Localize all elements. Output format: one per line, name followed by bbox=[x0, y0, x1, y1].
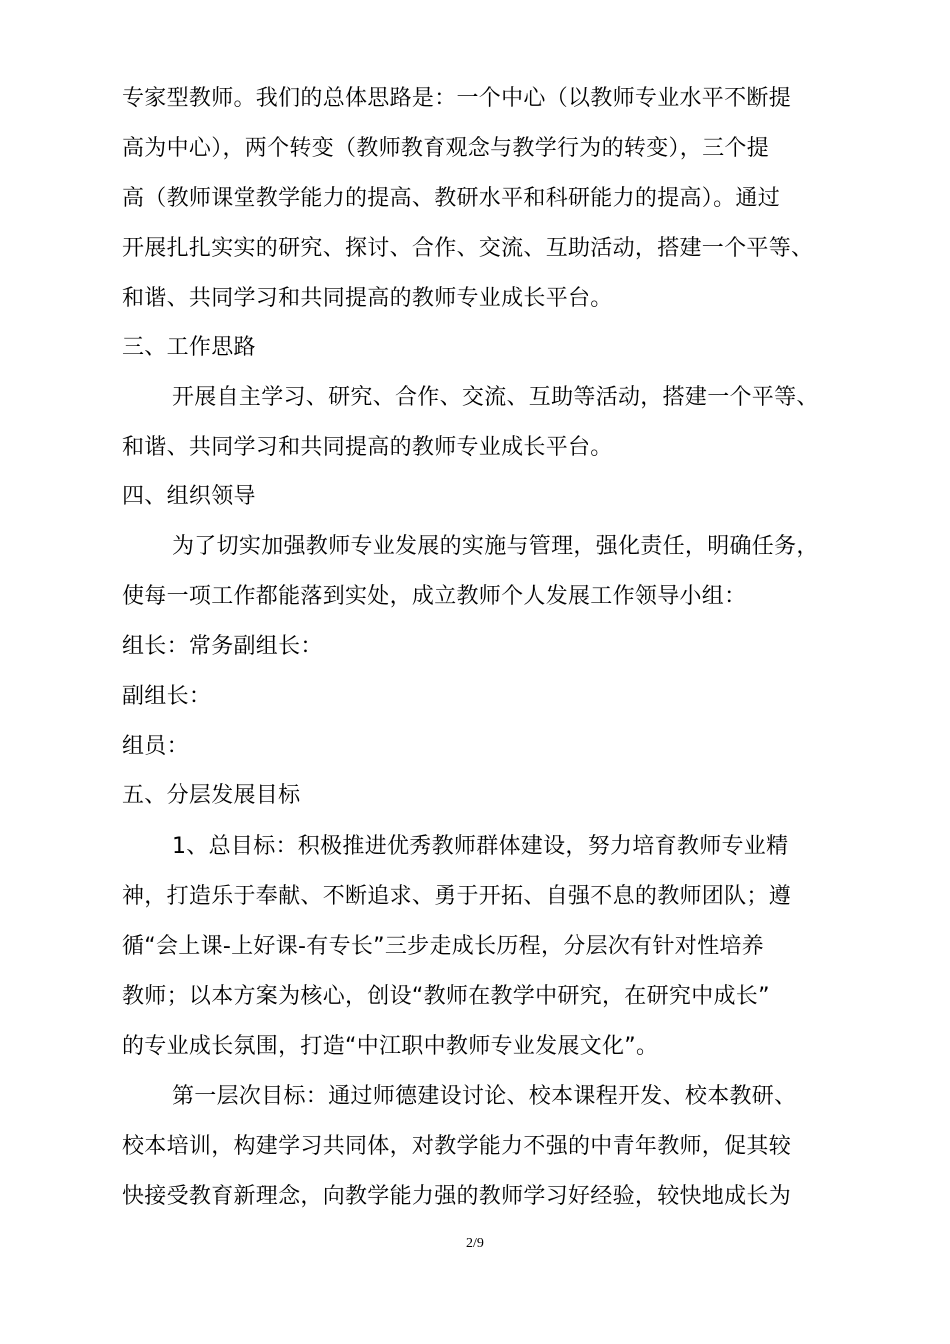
body-text-line: 开展扎扎实实的研究、探讨、合作、交流、互助活动，搭建一个平等、 bbox=[122, 236, 814, 261]
body-text-line: 1、总目标：积极推进优秀教师群体建设，努力培育教师专业精 bbox=[172, 834, 789, 859]
body-text-line: 快接受教育新理念，向教学能力强的教师学习好经验，较快地成长为 bbox=[122, 1184, 792, 1209]
body-text-line: 高为中心），两个转变（教师教育观念与教学行为的转变），三个提 bbox=[122, 136, 770, 161]
body-text-line: 教师；以本方案为核心，创设“教师在教学中研究，在研究中成长” bbox=[122, 984, 770, 1009]
body-text-line: 的专业成长氛围，打造“中江职中教师专业发展文化”。 bbox=[122, 1034, 659, 1059]
body-text-line: 副组长： bbox=[122, 684, 212, 709]
body-text-line: 开展自主学习、研究、合作、交流、互助等活动，搭建一个平等、 bbox=[172, 385, 819, 410]
body-text-line: 神，打造乐于奉献、不断追求、勇于开拓、自强不息的教师团队；遵 bbox=[122, 884, 792, 909]
body-text-line: 组长：常务副组长： bbox=[122, 634, 323, 659]
body-text-line: 高（教师课堂教学能力的提高、教研水平和科研能力的提高）。通过 bbox=[122, 186, 781, 211]
body-text-line: 使每一项工作都能落到实处，成立教师个人发展工作领导小组： bbox=[122, 584, 747, 609]
body-text-line: 专家型教师。我们的总体思路是：一个中心（以教师专业水平不断提 bbox=[122, 86, 792, 111]
body-text-line: 为了切实加强教师专业发展的实施与管理，强化责任，明确任务， bbox=[172, 534, 819, 559]
page-number: 2/9 bbox=[466, 1236, 484, 1251]
body-text-line: 和谐、共同学习和共同提高的教师专业成长平台。 bbox=[122, 435, 613, 460]
section-heading: 四、组织领导 bbox=[122, 484, 256, 509]
body-text-line: 和谐、共同学习和共同提高的教师专业成长平台。 bbox=[122, 286, 613, 311]
section-heading: 三、工作思路 bbox=[122, 335, 256, 360]
body-text-line: 第一层次目标：通过师德建设讨论、校本课程开发、校本教研、 bbox=[172, 1084, 797, 1109]
body-text-line: 循“会上课-上好课-有专长”三步走成长历程，分层次有针对性培养 bbox=[122, 934, 764, 959]
section-heading: 五、分层发展目标 bbox=[122, 783, 301, 808]
body-text-line: 组员： bbox=[122, 734, 189, 759]
body-text-line: 校本培训，构建学习共同体，对教学能力不强的中青年教师，促其较 bbox=[122, 1134, 792, 1159]
